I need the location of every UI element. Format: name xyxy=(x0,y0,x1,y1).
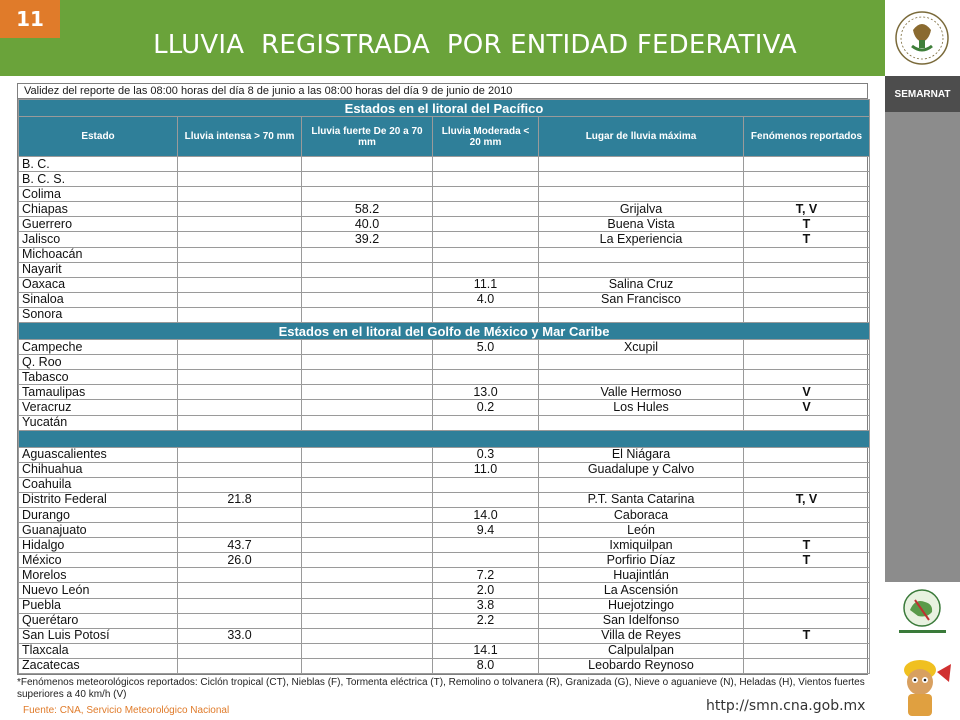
cell-fuerte xyxy=(302,568,433,583)
cell-moderada xyxy=(433,628,539,643)
cell-lugar xyxy=(539,370,744,385)
cell-moderada xyxy=(433,202,539,217)
cell-lugar xyxy=(539,355,744,370)
cell-estado: Tabasco xyxy=(19,370,178,385)
cell-lugar xyxy=(539,415,744,430)
cell-fuerte xyxy=(302,187,433,202)
cell-intensa xyxy=(178,187,302,202)
cell-fenomenos xyxy=(744,447,870,462)
table-row xyxy=(19,277,870,292)
cell-fenomenos xyxy=(744,523,870,538)
cell-fenomenos: T xyxy=(744,628,870,643)
cell-fuerte xyxy=(302,658,433,673)
cell-fenomenos: T xyxy=(744,553,870,568)
column-header: Lluvia Moderada < 20 mm xyxy=(433,117,539,157)
cell-moderada: 2.0 xyxy=(433,583,539,598)
column-header: Lugar de lluvia máxima xyxy=(539,117,744,157)
cell-estado: Guerrero xyxy=(19,217,178,232)
table-row xyxy=(19,292,870,307)
cell-estado: Puebla xyxy=(19,598,178,613)
cell-lugar: Porfirio Díaz xyxy=(539,553,744,568)
cell-estado: Querétaro xyxy=(19,613,178,628)
cell-fenomenos xyxy=(744,262,870,277)
cell-lugar: Caboraca xyxy=(539,507,744,522)
cell-estado: Sonora xyxy=(19,307,178,322)
cell-estado: Chihuahua xyxy=(19,462,178,477)
cell-fuerte xyxy=(302,538,433,553)
cell-intensa xyxy=(178,523,302,538)
cell-fuerte xyxy=(302,262,433,277)
cell-moderada: 7.2 xyxy=(433,568,539,583)
cell-fenomenos: T xyxy=(744,538,870,553)
cell-fenomenos xyxy=(744,658,870,673)
table-row xyxy=(19,538,870,553)
cell-lugar: Grijalva xyxy=(539,202,744,217)
table-row xyxy=(19,157,870,172)
table-row xyxy=(19,643,870,658)
cell-fuerte xyxy=(302,355,433,370)
cell-intensa xyxy=(178,370,302,385)
cell-fenomenos xyxy=(744,568,870,583)
cell-fuerte: 40.0 xyxy=(302,217,433,232)
section-header xyxy=(19,323,870,340)
table-row xyxy=(19,172,870,187)
cell-fuerte xyxy=(302,247,433,262)
table-row xyxy=(19,658,870,673)
cell-lugar: Salina Cruz xyxy=(539,277,744,292)
cell-moderada xyxy=(433,172,539,187)
cell-fenomenos xyxy=(744,598,870,613)
cell-fenomenos xyxy=(744,292,870,307)
cell-fuerte xyxy=(302,598,433,613)
cell-estado: San Luis Potosí xyxy=(19,628,178,643)
cell-intensa xyxy=(178,247,302,262)
cell-intensa: 26.0 xyxy=(178,553,302,568)
cell-fuerte xyxy=(302,628,433,643)
cell-moderada: 4.0 xyxy=(433,292,539,307)
cell-fuerte xyxy=(302,277,433,292)
cell-lugar xyxy=(539,262,744,277)
table-row xyxy=(19,462,870,477)
cell-intensa: 33.0 xyxy=(178,628,302,643)
cell-lugar xyxy=(539,307,744,322)
cell-fenomenos xyxy=(744,370,870,385)
cell-lugar: Ixmiquilpan xyxy=(539,538,744,553)
cell-lugar xyxy=(539,157,744,172)
cell-lugar: Huajintlán xyxy=(539,568,744,583)
cell-lugar: San Francisco xyxy=(539,292,744,307)
cell-fenomenos xyxy=(744,477,870,492)
column-header-row xyxy=(19,117,870,157)
cell-moderada xyxy=(433,477,539,492)
cell-moderada xyxy=(433,492,539,507)
cell-moderada: 14.1 xyxy=(433,643,539,658)
table-row xyxy=(19,385,870,400)
cell-fenomenos: T, V xyxy=(744,492,870,507)
table-row xyxy=(19,217,870,232)
cell-fuerte xyxy=(302,307,433,322)
semarnat-label: SEMARNAT xyxy=(885,76,960,112)
cell-fenomenos xyxy=(744,247,870,262)
cell-intensa xyxy=(178,217,302,232)
cell-fuerte xyxy=(302,492,433,507)
table-row xyxy=(19,355,870,370)
cell-estado: Distrito Federal xyxy=(19,492,178,507)
cell-fuerte xyxy=(302,553,433,568)
cell-intensa xyxy=(178,568,302,583)
cell-lugar: El Niágara xyxy=(539,447,744,462)
cell-estado: Nuevo León xyxy=(19,583,178,598)
cell-moderada xyxy=(433,553,539,568)
cell-estado: Q. Roo xyxy=(19,355,178,370)
cell-lugar: P.T. Santa Catarina xyxy=(539,492,744,507)
cell-estado: México xyxy=(19,553,178,568)
cell-lugar: Leobardo Reynoso xyxy=(539,658,744,673)
cell-intensa xyxy=(178,340,302,355)
cell-moderada xyxy=(433,232,539,247)
cell-intensa xyxy=(178,598,302,613)
cell-fuerte xyxy=(302,583,433,598)
cell-moderada xyxy=(433,217,539,232)
cell-moderada: 0.2 xyxy=(433,400,539,415)
cell-estado: Colima xyxy=(19,187,178,202)
column-header: Lluvia fuerte De 20 a 70 mm xyxy=(302,117,433,157)
cell-fenomenos xyxy=(744,172,870,187)
section-header xyxy=(19,430,870,447)
cell-fenomenos xyxy=(744,157,870,172)
cell-fenomenos xyxy=(744,277,870,292)
table-row xyxy=(19,598,870,613)
cell-fuerte: 39.2 xyxy=(302,232,433,247)
table-row xyxy=(19,340,870,355)
column-header: Fenómenos reportados xyxy=(744,117,870,157)
cell-estado: Michoacán xyxy=(19,247,178,262)
cell-intensa xyxy=(178,172,302,187)
cell-fenomenos: T xyxy=(744,217,870,232)
table-row xyxy=(19,202,870,217)
cell-estado: B. C. xyxy=(19,157,178,172)
cell-moderada: 9.4 xyxy=(433,523,539,538)
table-row xyxy=(19,187,870,202)
cell-lugar: Buena Vista xyxy=(539,217,744,232)
table-row xyxy=(19,523,870,538)
cell-fuerte xyxy=(302,507,433,522)
cell-fuerte xyxy=(302,385,433,400)
page-title: LLUVIA REGISTRADA POR ENTIDAD FEDERATIVA xyxy=(153,30,797,60)
validity-note: Validez del reporte de las 08:00 horas del día 8 de junio a las 08:00 horas del día 9 de junio de 2010 xyxy=(18,84,867,99)
section-header xyxy=(19,100,870,117)
cell-intensa xyxy=(178,583,302,598)
cell-lugar: La Experiencia xyxy=(539,232,744,247)
table-row xyxy=(19,232,870,247)
cell-lugar xyxy=(539,477,744,492)
mexico-coat-of-arms-icon xyxy=(885,0,960,76)
table-row xyxy=(19,568,870,583)
cell-fenomenos xyxy=(744,340,870,355)
cell-estado: Durango xyxy=(19,507,178,522)
table-row xyxy=(19,492,870,507)
cell-fuerte xyxy=(302,400,433,415)
section-title: Estados en el litoral del Golfo de México y Mar Caribe xyxy=(19,323,870,340)
cell-intensa xyxy=(178,202,302,217)
cell-fuerte xyxy=(302,157,433,172)
cell-estado: Sinaloa xyxy=(19,292,178,307)
cell-fuerte xyxy=(302,292,433,307)
cell-estado: Tlaxcala xyxy=(19,643,178,658)
cell-lugar: Calpulalpan xyxy=(539,643,744,658)
cell-estado: Veracruz xyxy=(19,400,178,415)
cell-estado: B. C. S. xyxy=(19,172,178,187)
table-row xyxy=(19,307,870,322)
cell-fenomenos: T xyxy=(744,232,870,247)
cell-fuerte xyxy=(302,523,433,538)
cell-intensa xyxy=(178,643,302,658)
cell-moderada: 8.0 xyxy=(433,658,539,673)
cell-fenomenos xyxy=(744,507,870,522)
cell-intensa xyxy=(178,447,302,462)
cell-estado: Nayarit xyxy=(19,262,178,277)
cell-lugar: La Ascensión xyxy=(539,583,744,598)
conafor-logo-icon xyxy=(885,582,960,642)
cell-estado: Yucatán xyxy=(19,415,178,430)
cell-fuerte xyxy=(302,370,433,385)
cell-lugar xyxy=(539,187,744,202)
cell-moderada xyxy=(433,157,539,172)
cell-fenomenos: V xyxy=(744,400,870,415)
table-row xyxy=(19,447,870,462)
cell-fuerte xyxy=(302,613,433,628)
cell-fuerte xyxy=(302,415,433,430)
cell-lugar: Huejotzingo xyxy=(539,598,744,613)
rainfall-table xyxy=(17,83,868,675)
cell-estado: Zacatecas xyxy=(19,658,178,673)
cell-estado: Oaxaca xyxy=(19,277,178,292)
cell-intensa xyxy=(178,385,302,400)
cell-fenomenos xyxy=(744,307,870,322)
cell-estado: Morelos xyxy=(19,568,178,583)
header-bar xyxy=(0,0,885,76)
cell-fuerte xyxy=(302,643,433,658)
cell-estado: Guanajuato xyxy=(19,523,178,538)
table-row xyxy=(19,553,870,568)
cell-fenomenos xyxy=(744,583,870,598)
cell-moderada: 2.2 xyxy=(433,613,539,628)
cell-intensa xyxy=(178,232,302,247)
section-title xyxy=(19,430,870,447)
cell-moderada: 11.1 xyxy=(433,277,539,292)
cell-fenomenos xyxy=(744,613,870,628)
cell-lugar xyxy=(539,172,744,187)
cell-fuerte: 58.2 xyxy=(302,202,433,217)
cell-lugar: Villa de Reyes xyxy=(539,628,744,643)
cell-fenomenos: T, V xyxy=(744,202,870,217)
cell-moderada: 14.0 xyxy=(433,507,539,522)
cell-lugar xyxy=(539,247,744,262)
table-row xyxy=(19,613,870,628)
cell-fenomenos xyxy=(744,415,870,430)
cell-moderada xyxy=(433,247,539,262)
sidebar-gray-panel xyxy=(885,112,960,582)
cell-fenomenos: V xyxy=(744,385,870,400)
source-note: Fuente: CNA, Servicio Meteorológico Nacional xyxy=(23,705,230,716)
website-url[interactable]: http://smn.cna.gob.mx xyxy=(706,698,866,714)
cell-moderada xyxy=(433,415,539,430)
table-row xyxy=(19,400,870,415)
cell-fenomenos xyxy=(744,643,870,658)
cell-moderada xyxy=(433,355,539,370)
cell-intensa xyxy=(178,658,302,673)
table-row xyxy=(19,477,870,492)
cell-intensa xyxy=(178,355,302,370)
forest-mascot-icon xyxy=(885,642,960,720)
cell-moderada: 5.0 xyxy=(433,340,539,355)
cell-moderada xyxy=(433,307,539,322)
cell-estado: Aguascalientes xyxy=(19,447,178,462)
cell-lugar: Valle Hermoso xyxy=(539,385,744,400)
section-title: Estados en el litoral del Pacífico xyxy=(19,100,870,117)
cell-fuerte xyxy=(302,477,433,492)
cell-fenomenos xyxy=(744,187,870,202)
cell-intensa xyxy=(178,462,302,477)
cell-fuerte xyxy=(302,340,433,355)
cell-intensa xyxy=(178,307,302,322)
cell-moderada xyxy=(433,370,539,385)
cell-moderada xyxy=(433,538,539,553)
cell-lugar: Xcupil xyxy=(539,340,744,355)
column-header: Estado xyxy=(19,117,178,157)
cell-moderada: 3.8 xyxy=(433,598,539,613)
table-row xyxy=(19,370,870,385)
cell-moderada: 13.0 xyxy=(433,385,539,400)
cell-intensa xyxy=(178,415,302,430)
cell-lugar: León xyxy=(539,523,744,538)
cell-intensa xyxy=(178,157,302,172)
cell-fuerte xyxy=(302,462,433,477)
table-row xyxy=(19,262,870,277)
cell-intensa xyxy=(178,400,302,415)
cell-fenomenos xyxy=(744,355,870,370)
table-row xyxy=(19,247,870,262)
cell-intensa xyxy=(178,262,302,277)
cell-moderada xyxy=(433,262,539,277)
table-row xyxy=(19,507,870,522)
table-row xyxy=(19,415,870,430)
cell-estado: Jalisco xyxy=(19,232,178,247)
cell-lugar: Los Hules xyxy=(539,400,744,415)
cell-intensa: 43.7 xyxy=(178,538,302,553)
cell-estado: Coahuila xyxy=(19,477,178,492)
cell-intensa xyxy=(178,277,302,292)
cell-moderada: 11.0 xyxy=(433,462,539,477)
cell-intensa xyxy=(178,507,302,522)
cell-intensa xyxy=(178,613,302,628)
cell-moderada xyxy=(433,187,539,202)
cell-intensa xyxy=(178,477,302,492)
cell-estado: Hidalgo xyxy=(19,538,178,553)
sidebar xyxy=(885,0,960,720)
cell-fuerte xyxy=(302,172,433,187)
phenomena-footnote: *Fenómenos meteorológicos reportados: Ciclón tropical (CT), Nieblas (F), Tormenta eléctrica (T), Remolino o tolvanera (R), Granizada (G), Nieve o aguanieve (N), Heladas (H), Vientos fuertes superiores a 40 km/h (V) xyxy=(17,677,865,700)
cell-estado: Tamaulipas xyxy=(19,385,178,400)
cell-fenomenos xyxy=(744,462,870,477)
cell-estado: Campeche xyxy=(19,340,178,355)
cell-fuerte xyxy=(302,447,433,462)
cell-estado: Chiapas xyxy=(19,202,178,217)
column-header: Lluvia intensa > 70 mm xyxy=(178,117,302,157)
cell-intensa: 21.8 xyxy=(178,492,302,507)
table-row xyxy=(19,628,870,643)
table-row xyxy=(19,583,870,598)
cell-lugar: Guadalupe y Calvo xyxy=(539,462,744,477)
slide-number: 11 xyxy=(0,0,60,38)
cell-intensa xyxy=(178,292,302,307)
cell-moderada: 0.3 xyxy=(433,447,539,462)
cell-lugar: San Idelfonso xyxy=(539,613,744,628)
